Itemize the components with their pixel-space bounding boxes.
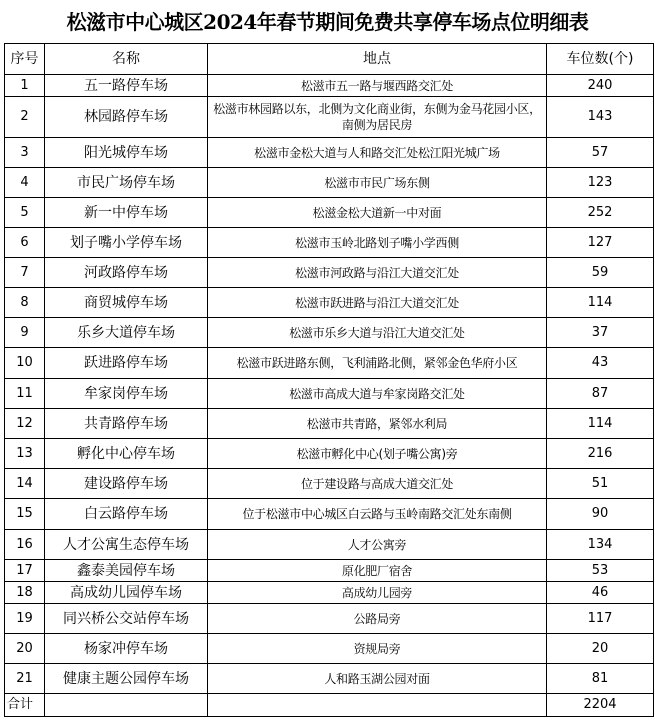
table-row bbox=[5, 530, 654, 560]
document-title: 松滋市中心城区2024年春节期间免费共享停车场点位明细表 bbox=[66, 10, 589, 34]
parking-table bbox=[4, 43, 654, 717]
cell-capacity: 114 bbox=[547, 409, 654, 439]
cell-capacity: 127 bbox=[547, 228, 654, 258]
cell-name: 鑫泰美园停车场 bbox=[45, 560, 208, 582]
table-row bbox=[5, 198, 654, 228]
header-name: 名称 bbox=[45, 44, 208, 75]
cell-no: 1 bbox=[5, 75, 45, 97]
table-row bbox=[5, 634, 654, 664]
cell-no: 20 bbox=[5, 634, 45, 664]
cell-name: 健康主题公园停车场 bbox=[45, 664, 208, 694]
cell-capacity: 53 bbox=[547, 560, 654, 582]
table-row bbox=[5, 288, 654, 318]
cell-capacity: 81 bbox=[547, 664, 654, 694]
total-label: 合计 bbox=[5, 694, 45, 717]
cell-no: 5 bbox=[5, 198, 45, 228]
total-capacity: 2204 bbox=[547, 694, 654, 717]
cell-capacity: 43 bbox=[547, 348, 654, 379]
table-row bbox=[5, 439, 654, 469]
cell-capacity: 51 bbox=[547, 469, 654, 499]
cell-name: 人才公寓生态停车场 bbox=[45, 530, 208, 560]
cell-name: 划子嘴小学停车场 bbox=[45, 228, 208, 258]
cell-no: 12 bbox=[5, 409, 45, 439]
cell-no: 17 bbox=[5, 560, 45, 582]
cell-no: 4 bbox=[5, 168, 45, 198]
cell-no: 8 bbox=[5, 288, 45, 318]
header-no: 序号 bbox=[5, 44, 45, 75]
cell-capacity: 37 bbox=[547, 318, 654, 348]
header-row bbox=[5, 44, 654, 75]
cell-no: 21 bbox=[5, 664, 45, 694]
table-row bbox=[5, 138, 654, 168]
cell-capacity: 123 bbox=[547, 168, 654, 198]
table-body bbox=[5, 75, 654, 694]
cell-no: 15 bbox=[5, 499, 45, 530]
cell-location: 高成幼儿园旁 bbox=[208, 582, 547, 604]
cell-name: 商贸城停车场 bbox=[45, 288, 208, 318]
cell-no: 7 bbox=[5, 258, 45, 288]
table-row bbox=[5, 499, 654, 530]
total-empty-location bbox=[208, 694, 547, 717]
cell-no: 10 bbox=[5, 348, 45, 379]
table-row bbox=[5, 228, 654, 258]
cell-name: 高成幼儿园停车场 bbox=[45, 582, 208, 604]
cell-capacity: 240 bbox=[547, 75, 654, 97]
cell-name: 孵化中心停车场 bbox=[45, 439, 208, 469]
cell-name: 杨家冲停车场 bbox=[45, 634, 208, 664]
cell-location: 公路局旁 bbox=[208, 604, 547, 634]
cell-name: 市民广场停车场 bbox=[45, 168, 208, 198]
cell-location: 松滋金松大道新一中对面 bbox=[208, 198, 547, 228]
cell-location: 松滋市五一路与堰西路交汇处 bbox=[208, 75, 547, 97]
header-capacity: 车位数(个) bbox=[547, 44, 654, 75]
header-location: 地点 bbox=[208, 44, 547, 75]
cell-no: 6 bbox=[5, 228, 45, 258]
cell-no: 13 bbox=[5, 439, 45, 469]
table-row bbox=[5, 348, 654, 379]
table-row bbox=[5, 409, 654, 439]
cell-name: 林园路停车场 bbox=[45, 97, 208, 138]
cell-capacity: 216 bbox=[547, 439, 654, 469]
cell-no: 19 bbox=[5, 604, 45, 634]
cell-location: 松滋市玉岭北路划子嘴小学西侧 bbox=[208, 228, 547, 258]
cell-name: 共青路停车场 bbox=[45, 409, 208, 439]
cell-capacity: 57 bbox=[547, 138, 654, 168]
cell-capacity: 87 bbox=[547, 379, 654, 409]
cell-location: 资规局旁 bbox=[208, 634, 547, 664]
cell-location: 原化肥厂宿舍 bbox=[208, 560, 547, 582]
cell-name: 跃进路停车场 bbox=[45, 348, 208, 379]
cell-capacity: 252 bbox=[547, 198, 654, 228]
cell-location: 位于建设路与高成大道交汇处 bbox=[208, 469, 547, 499]
cell-no: 2 bbox=[5, 97, 45, 138]
table-row bbox=[5, 604, 654, 634]
cell-capacity: 59 bbox=[547, 258, 654, 288]
table-row bbox=[5, 664, 654, 694]
table-row bbox=[5, 469, 654, 499]
cell-no: 14 bbox=[5, 469, 45, 499]
cell-name: 河政路停车场 bbox=[45, 258, 208, 288]
table-row bbox=[5, 582, 654, 604]
cell-capacity: 134 bbox=[547, 530, 654, 560]
cell-location: 松滋市共青路，紧邻水利局 bbox=[208, 409, 547, 439]
cell-name: 建设路停车场 bbox=[45, 469, 208, 499]
table-row bbox=[5, 75, 654, 97]
cell-location: 松滋市林园路以东，北侧为文化商业街，东侧为金马花园小区，南侧为居民房 bbox=[208, 97, 547, 138]
table-row bbox=[5, 318, 654, 348]
cell-capacity: 20 bbox=[547, 634, 654, 664]
cell-location: 人和路玉湖公园对面 bbox=[208, 664, 547, 694]
cell-location: 松滋市跃进路东侧，飞利浦路北侧，紧邻金色华府小区 bbox=[208, 348, 547, 379]
cell-capacity: 143 bbox=[547, 97, 654, 138]
cell-location: 松滋市高成大道与牟家岗路交汇处 bbox=[208, 379, 547, 409]
cell-location: 松滋市市民广场东侧 bbox=[208, 168, 547, 198]
cell-location: 松滋市乐乡大道与沿江大道交汇处 bbox=[208, 318, 547, 348]
cell-location: 松滋市跃进路与沿江大道交汇处 bbox=[208, 288, 547, 318]
cell-no: 3 bbox=[5, 138, 45, 168]
cell-name: 新一中停车场 bbox=[45, 198, 208, 228]
cell-location: 松滋市孵化中心(划子嘴公寓)旁 bbox=[208, 439, 547, 469]
cell-name: 牟家岗停车场 bbox=[45, 379, 208, 409]
cell-capacity: 90 bbox=[547, 499, 654, 530]
cell-name: 五一路停车场 bbox=[45, 75, 208, 97]
cell-location: 松滋市金松大道与人和路交汇处松江阳光城广场 bbox=[208, 138, 547, 168]
cell-name: 乐乡大道停车场 bbox=[45, 318, 208, 348]
cell-name: 同兴桥公交站停车场 bbox=[45, 604, 208, 634]
table-row bbox=[5, 97, 654, 138]
cell-no: 9 bbox=[5, 318, 45, 348]
table-row bbox=[5, 168, 654, 198]
cell-location: 人才公寓旁 bbox=[208, 530, 547, 560]
total-row bbox=[5, 694, 654, 717]
cell-no: 16 bbox=[5, 530, 45, 560]
cell-name: 阳光城停车场 bbox=[45, 138, 208, 168]
total-empty-name bbox=[45, 694, 208, 717]
cell-no: 18 bbox=[5, 582, 45, 604]
table-row bbox=[5, 379, 654, 409]
cell-capacity: 117 bbox=[547, 604, 654, 634]
cell-location: 位于松滋市中心城区白云路与玉岭南路交汇处东南侧 bbox=[208, 499, 547, 530]
cell-no: 11 bbox=[5, 379, 45, 409]
table-row bbox=[5, 258, 654, 288]
table-row bbox=[5, 560, 654, 582]
cell-capacity: 114 bbox=[547, 288, 654, 318]
cell-name: 白云路停车场 bbox=[45, 499, 208, 530]
cell-capacity: 46 bbox=[547, 582, 654, 604]
cell-location: 松滋市河政路与沿江大道交汇处 bbox=[208, 258, 547, 288]
